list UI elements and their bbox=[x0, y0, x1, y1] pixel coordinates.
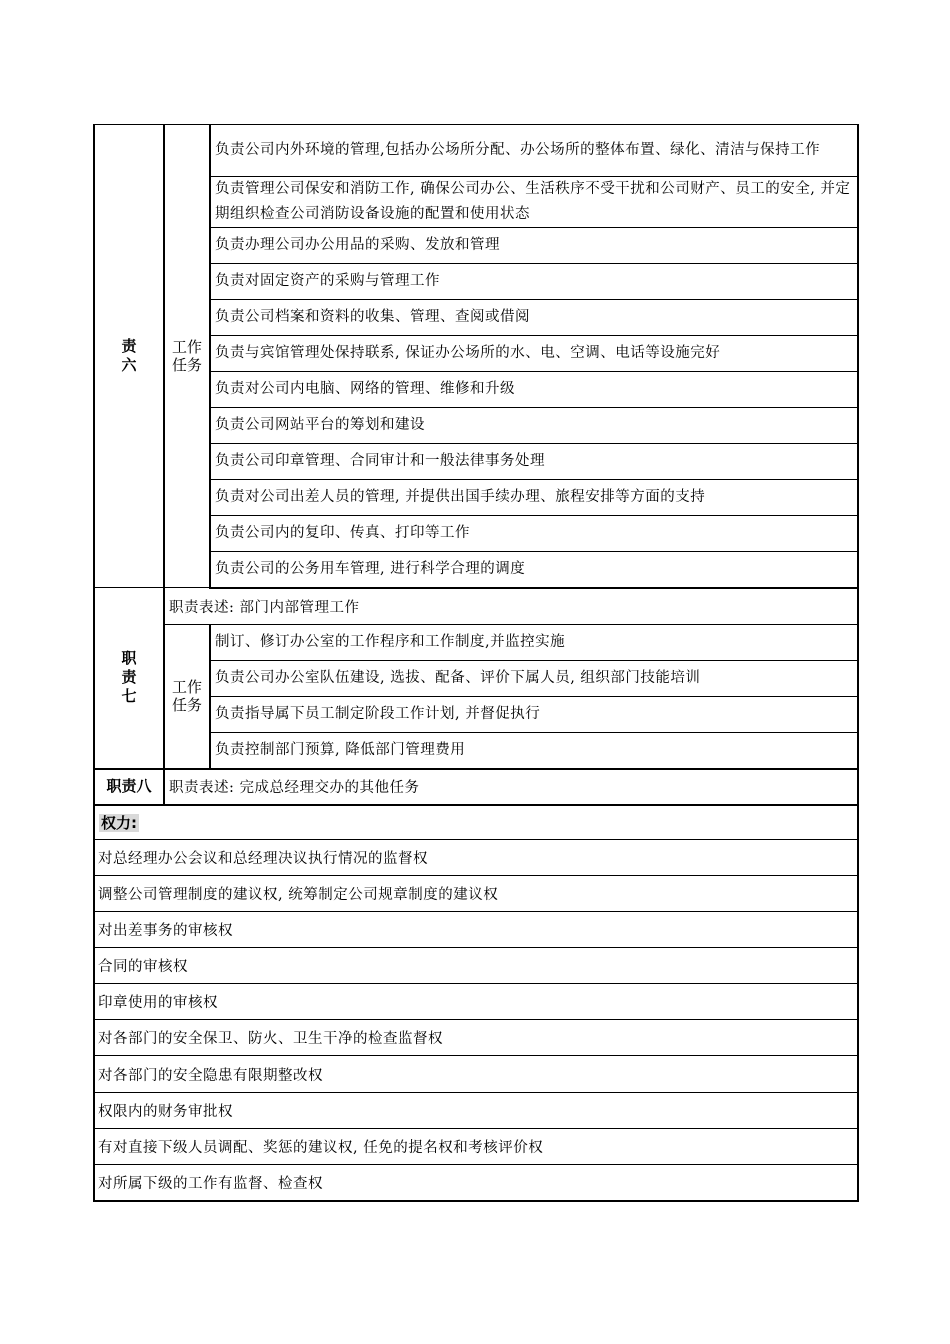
duty7-task-4: 负责控制部门预算, 降低部门管理费用 bbox=[210, 733, 858, 769]
power-item-8: 权限内的财务审批权 bbox=[94, 1093, 858, 1129]
powers-heading-text: 权力: bbox=[101, 813, 137, 832]
duty6-sublabel-text: 工作任务 bbox=[171, 338, 202, 374]
duty6-task-3: 负责办理公司办公用品的采购、发放和管理 bbox=[210, 228, 858, 264]
duty7-sublabel bbox=[164, 625, 210, 769]
duty8-label: 职责八 bbox=[94, 769, 164, 805]
power-item-2: 调整公司管理制度的建议权, 统筹制定公司规章制度的建议权 bbox=[94, 876, 858, 912]
duty6-task-1: 负责公司内外环境的管理,包括办公场所分配、办公场所的整体布置、绿化、清洁与保持工作 bbox=[210, 125, 858, 177]
power-item-4: 合同的审核权 bbox=[94, 948, 858, 984]
duty6-task-6: 负责与宾馆管理处保持联系, 保证办公场所的水、电、空调、电话等设施完好 bbox=[210, 336, 858, 372]
duties-table bbox=[93, 124, 859, 1202]
power-row bbox=[94, 1165, 858, 1201]
duty6-label-text: 责六 bbox=[121, 337, 137, 374]
powers-heading-row bbox=[94, 805, 858, 840]
power-row bbox=[94, 912, 858, 948]
duty6-task-5: 负责公司档案和资料的收集、管理、查阅或借阅 bbox=[210, 300, 858, 336]
duty6-task-7: 负责对公司内电脑、网络的管理、维修和升级 bbox=[210, 372, 858, 408]
duty6-task-11: 负责公司内的复印、传真、打印等工作 bbox=[210, 516, 858, 552]
duty6-task-4: 负责对固定资产的采购与管理工作 bbox=[210, 264, 858, 300]
duty6-task-row bbox=[94, 125, 858, 177]
power-row bbox=[94, 1129, 858, 1165]
power-row bbox=[94, 1020, 858, 1056]
duty6-task-12: 负责公司的公务用车管理, 进行科学合理的调度 bbox=[210, 552, 858, 588]
power-item-7: 对各部门的安全隐患有限期整改权 bbox=[94, 1056, 858, 1093]
duty7-task-1: 制订、修订办公室的工作程序和工作制度,并监控实施 bbox=[210, 625, 858, 661]
duty7-label bbox=[94, 588, 164, 769]
power-row bbox=[94, 1056, 858, 1093]
power-item-10: 对所属下级的工作有监督、检查权 bbox=[94, 1165, 858, 1201]
power-row bbox=[94, 876, 858, 912]
power-item-6: 对各部门的安全保卫、防火、卫生干净的检查监督权 bbox=[94, 1020, 858, 1056]
duty7-label-text: 职责七 bbox=[121, 649, 137, 706]
powers-heading bbox=[94, 805, 858, 840]
duty7-task-row bbox=[94, 625, 858, 661]
duty6-sublabel bbox=[164, 125, 210, 588]
duty6-task-9: 负责公司印章管理、合同审计和一般法律事务处理 bbox=[210, 444, 858, 480]
duty7-description-row bbox=[94, 588, 858, 625]
duty7-task-2: 负责公司办公室队伍建设, 选拔、配备、评价下属人员, 组织部门技能培训 bbox=[210, 661, 858, 697]
power-item-5: 印章使用的审核权 bbox=[94, 984, 858, 1020]
duty7-task-3: 负责指导属下员工制定阶段工作计划, 并督促执行 bbox=[210, 697, 858, 733]
power-row bbox=[94, 948, 858, 984]
power-row bbox=[94, 984, 858, 1020]
job-description-document bbox=[93, 124, 857, 1202]
duty7-sublabel-text: 工作任务 bbox=[171, 678, 202, 715]
power-item-3: 对出差事务的审核权 bbox=[94, 912, 858, 948]
power-row bbox=[94, 840, 858, 876]
power-item-9: 有对直接下级人员调配、奖惩的建议权, 任免的提名权和考核评价权 bbox=[94, 1129, 858, 1165]
duty6-label bbox=[94, 125, 164, 588]
duty8-row bbox=[94, 769, 858, 805]
power-row bbox=[94, 1093, 858, 1129]
duty8-description: 职责表述: 完成总经理交办的其他任务 bbox=[164, 769, 858, 805]
duty7-description: 职责表述: 部门内部管理工作 bbox=[164, 588, 858, 625]
duty6-task-8: 负责公司网站平台的筹划和建设 bbox=[210, 408, 858, 444]
power-item-1: 对总经理办公会议和总经理决议执行情况的监督权 bbox=[94, 840, 858, 876]
duty6-task-2: 负责管理公司保安和消防工作, 确保公司办公、生活秩序不受干扰和公司财产、员工的安全, 并定期组织检查公司消防设备设施的配置和使用状态 bbox=[210, 177, 858, 228]
duty6-task-10: 负责对公司出差人员的管理, 并提供出国手续办理、旅程安排等方面的支持 bbox=[210, 480, 858, 516]
